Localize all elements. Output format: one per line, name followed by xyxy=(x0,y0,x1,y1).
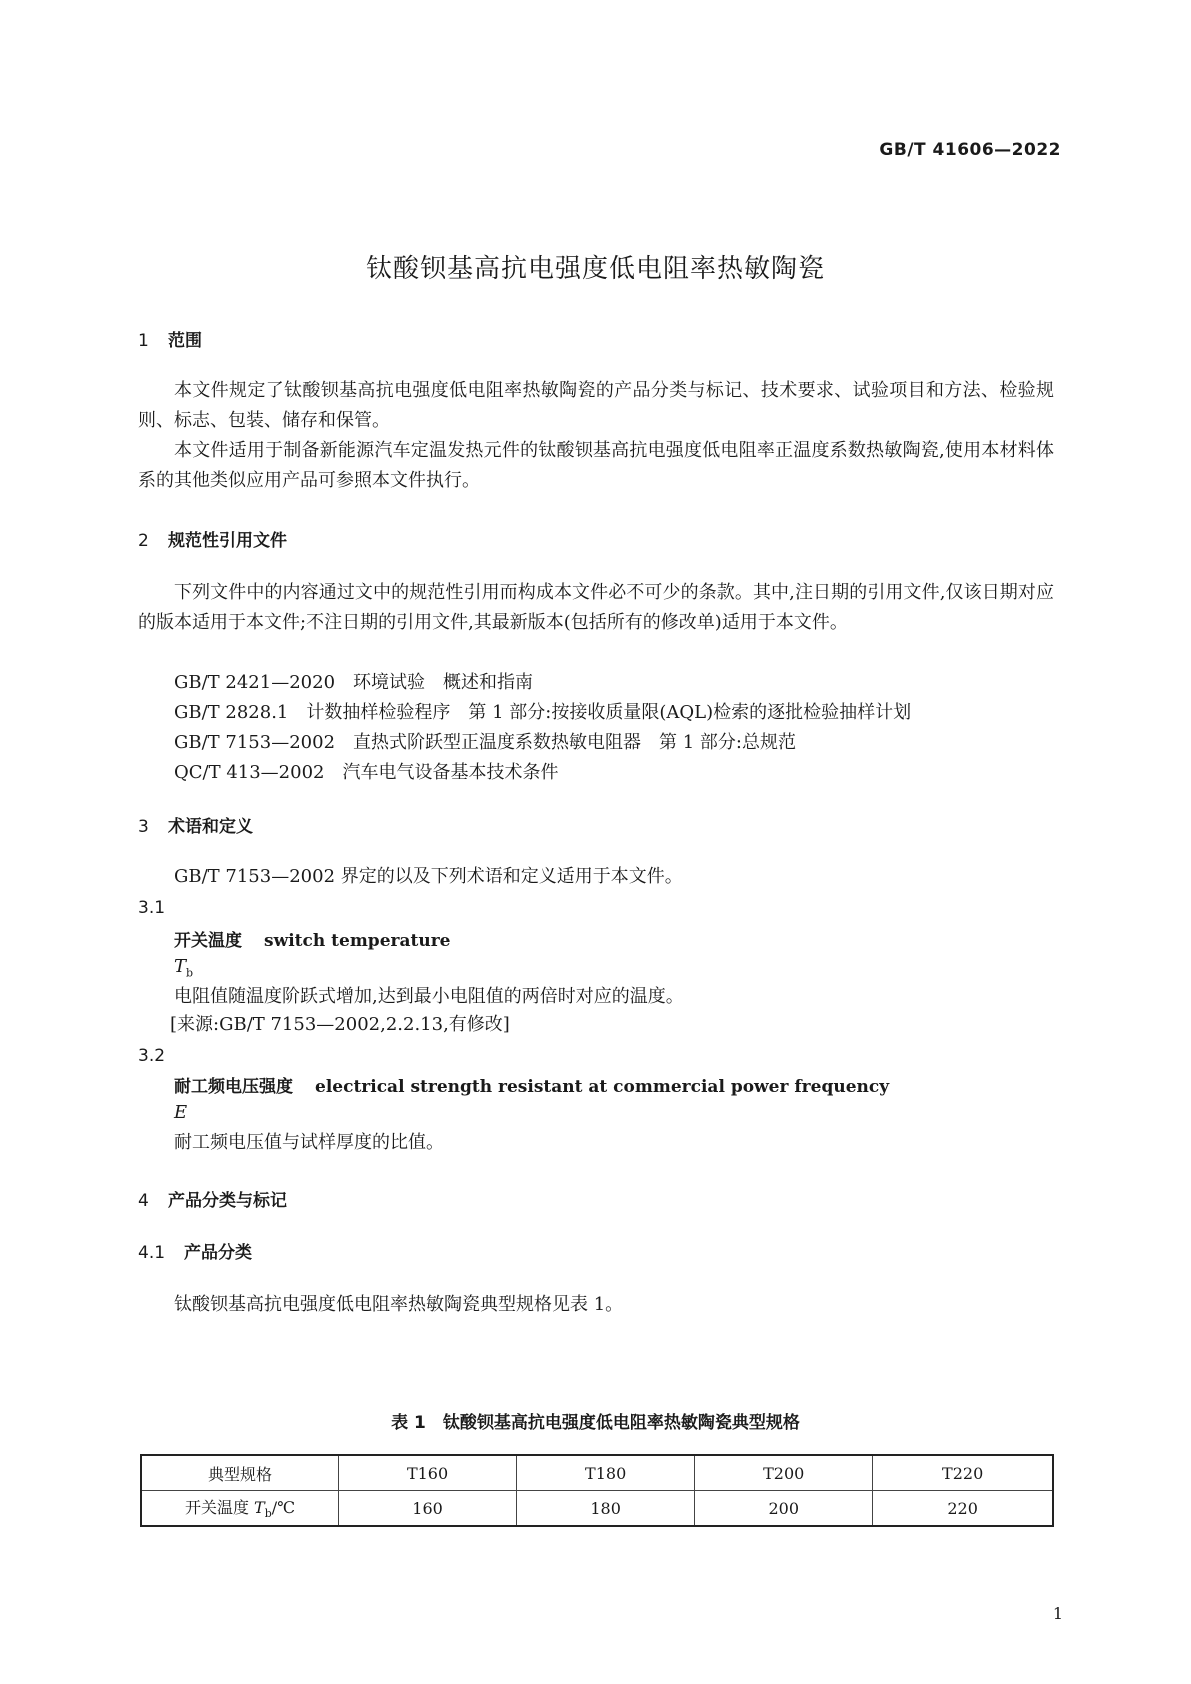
term-heading xyxy=(174,1072,889,1097)
table-cell: T180 xyxy=(517,1455,695,1491)
section-3-heading xyxy=(138,812,253,837)
subsection-title: 产品分类 xyxy=(184,1243,252,1263)
paragraph: 下列文件中的内容通过文中的规范性引用而构成本文件必不可少的条款。其中,注日期的引用文件,仅该日期对应的版本适用于本文件;不注日期的引用文件,其最新版本(包括所有的修改单)适用于本文件。 xyxy=(138,582,1054,633)
document-title: 钛酸钡基高抗电强度低电阻率热敏陶瓷 xyxy=(365,254,825,284)
reference-item: QC/T 413—2002 汽车电气设备基本技术条件 xyxy=(174,762,559,783)
term-heading xyxy=(174,926,450,951)
section-title: 术语和定义 xyxy=(168,817,253,837)
table-cell: 典型规格 xyxy=(141,1455,339,1491)
section-number: 1 xyxy=(138,331,149,351)
terms-intro: GB/T 7153—2002 界定的以及下列术语和定义适用于本文件。 xyxy=(174,866,683,887)
section-2-body xyxy=(138,578,1054,638)
section-title: 产品分类与标记 xyxy=(168,1191,287,1211)
section-title: 规范性引用文件 xyxy=(168,531,287,551)
section-number: 4 xyxy=(138,1191,149,1211)
table-cell: 200 xyxy=(695,1491,873,1527)
table-cell: T220 xyxy=(873,1455,1053,1491)
section-number: 2 xyxy=(138,531,149,551)
paragraph: 本文件适用于制备新能源汽车定温发热元件的钛酸钡基高抗电强度低电阻率正温度系数热敏陶瓷,使用本材料体系的其他类似应用产品可参照本文件执行。 xyxy=(138,440,1054,491)
reference-item: GB/T 2828.1 计数抽样检验程序 第 1 部分:按接收质量限(AQL)检索的逐批检验抽样计划 xyxy=(174,702,912,723)
table-cell: T200 xyxy=(695,1455,873,1491)
term-definition: 耐工频电压值与试样厚度的比值。 xyxy=(174,1132,444,1153)
table-header-row xyxy=(141,1455,1053,1491)
section-1-heading xyxy=(138,326,202,351)
section-4-heading xyxy=(138,1186,287,1211)
term-en: switch temperature xyxy=(264,931,451,951)
term-zh: 开关温度 xyxy=(174,931,242,951)
reference-item: GB/T 7153—2002 直热式阶跃型正温度系数热敏电阻器 第 1 部分:总规范 xyxy=(174,732,796,753)
term-symbol: E xyxy=(174,1102,188,1123)
table-cell: 220 xyxy=(873,1491,1053,1527)
standard-number: GB/T 41606—2022 xyxy=(879,140,1061,160)
term-symbol: $T_b$ xyxy=(174,956,194,980)
table-cell: 180 xyxy=(517,1491,695,1527)
reference-item: GB/T 2421—2020 环境试验 概述和指南 xyxy=(174,672,534,693)
paragraph: 本文件规定了钛酸钡基高抗电强度低电阻率热敏陶瓷的产品分类与标记、技术要求、试验项目和方法、检验规则、标志、包装、储存和保管。 xyxy=(138,380,1054,431)
section-number: 3 xyxy=(138,817,149,837)
paragraph: 钛酸钡基高抗电强度低电阻率热敏陶瓷典型规格见表 1。 xyxy=(174,1294,624,1315)
table-row xyxy=(141,1491,1053,1527)
spec-table xyxy=(140,1454,1054,1527)
table-cell: 160 xyxy=(339,1491,517,1527)
section-title: 范围 xyxy=(168,331,202,351)
table-cell: T160 xyxy=(339,1455,517,1491)
page-number: 1 xyxy=(1052,1604,1063,1623)
table-row-label: 开关温度 $T_b/℃$ xyxy=(141,1491,339,1527)
table-caption: 表 1 钛酸钡基高抗电强度低电阻率热敏陶瓷典型规格 xyxy=(391,1413,800,1433)
term-number: 3.2 xyxy=(138,1046,166,1066)
subsection-number: 4.1 xyxy=(138,1243,166,1263)
term-definition: 电阻值随温度阶跃式增加,达到最小电阻值的两倍时对应的温度。 xyxy=(174,986,684,1007)
term-zh: 耐工频电压强度 xyxy=(174,1077,293,1097)
term-number: 3.1 xyxy=(138,898,166,918)
section-2-heading xyxy=(138,526,287,551)
section-1-body xyxy=(138,376,1054,496)
subsection-4-1-heading xyxy=(138,1238,252,1263)
term-source: [来源:GB/T 7153—2002,2.2.13,有修改] xyxy=(170,1014,510,1035)
term-en: electrical strength resistant at commercial power frequency xyxy=(315,1077,890,1097)
